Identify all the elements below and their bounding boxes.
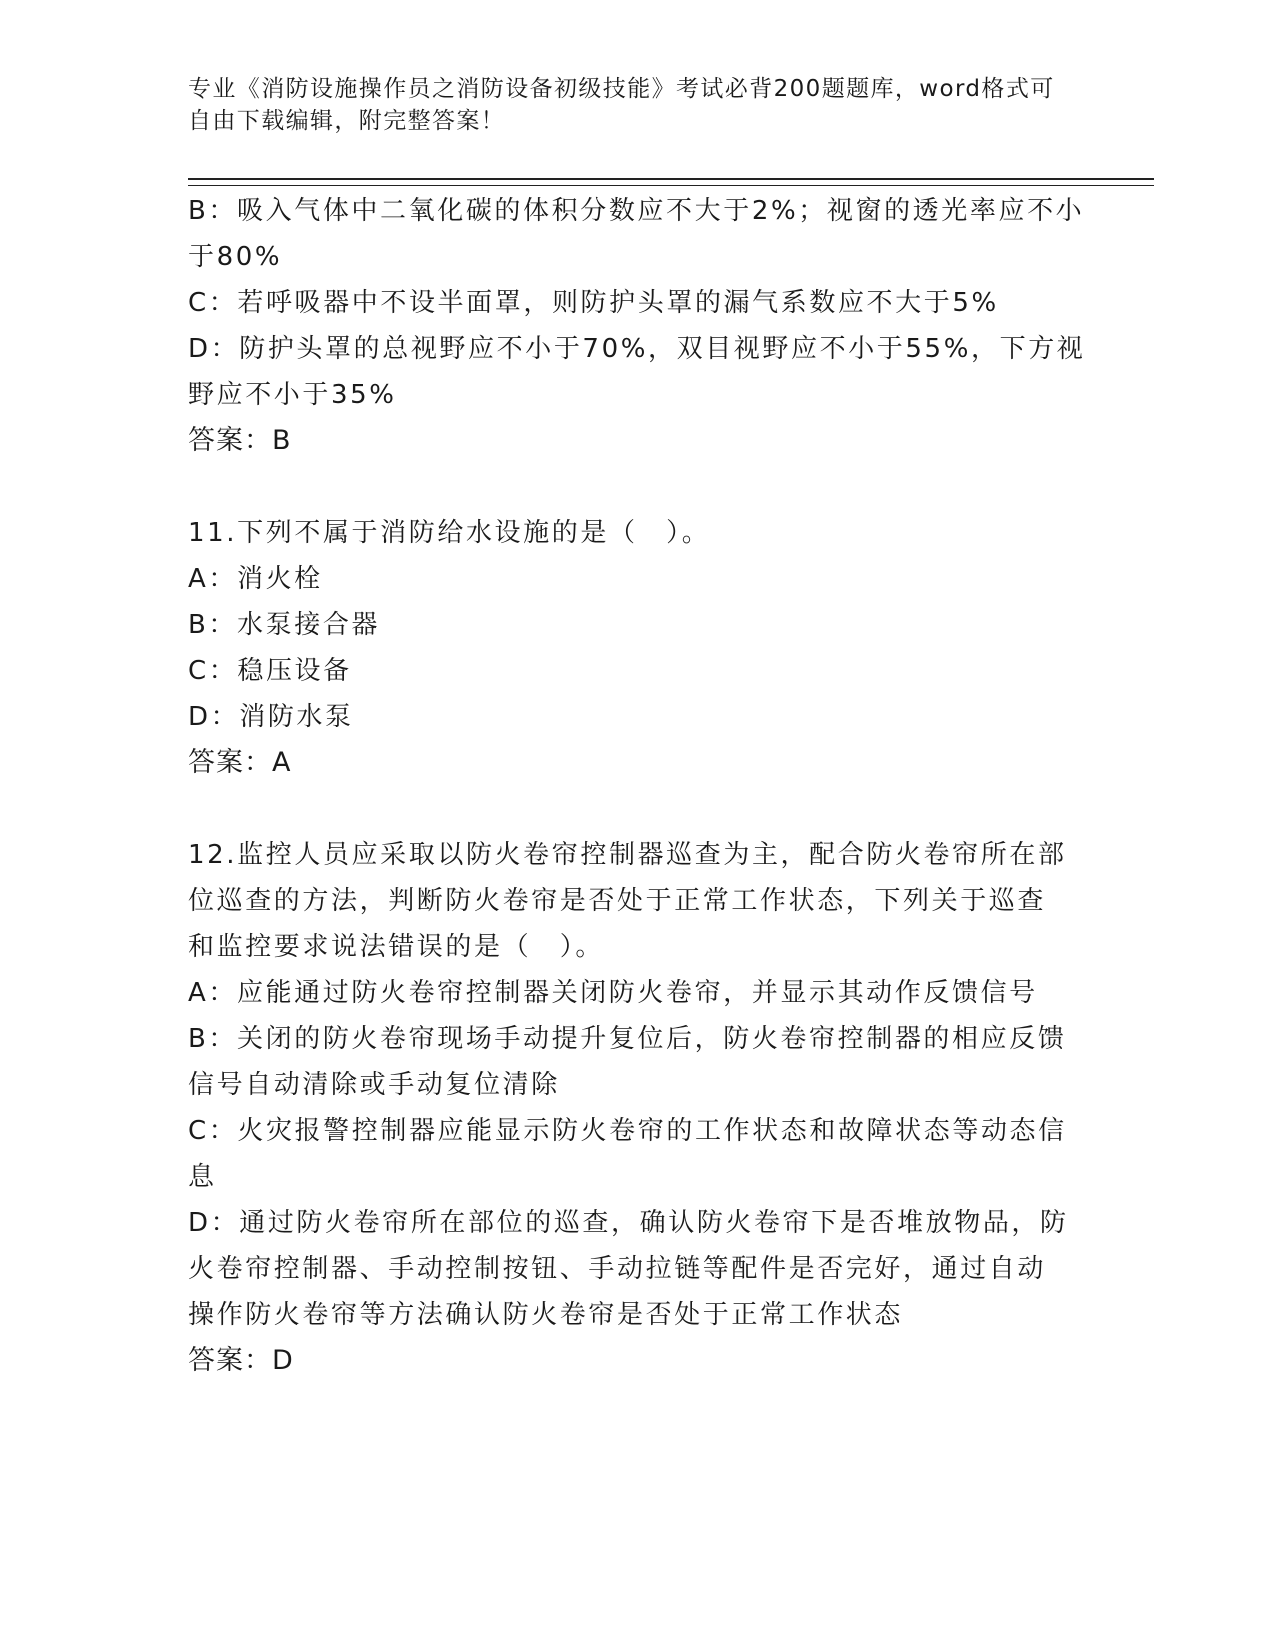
q11-answer: 答案：A — [188, 747, 292, 778]
header-divider — [188, 178, 1154, 186]
q12-answer: 答案：D — [188, 1345, 294, 1376]
question-content — [188, 188, 1088, 1384]
q10-option-b-line-1: B：吸入气体中二氧化碳的体积分数应不大于2%；视窗的透光率应不小 — [188, 196, 1085, 226]
q11-option-c: C：稳压设备 — [188, 656, 352, 686]
q11-option-b: B：水泵接合器 — [188, 610, 381, 640]
q12-option-c-line-2: 息 — [188, 1162, 217, 1192]
spacer — [188, 464, 1088, 510]
q12-option-c-line-1: C：火灾报警控制器应能显示防火卷帘的工作状态和故障状态等动态信 — [188, 1116, 1067, 1146]
header-line-2: 自由下载编辑，附完整答案！ — [188, 108, 506, 134]
q12-stem-line-3: 和监控要求说法错误的是（ ）。 — [188, 932, 605, 962]
q12-stem-line-2: 位巡查的方法，判断防火卷帘是否处于正常工作状态，下列关于巡查 — [188, 886, 1047, 916]
header-line-1: 专业《消防设施操作员之消防设备初级技能》考试必背200题题库，word格式可 — [188, 76, 1055, 102]
q10-answer: 答案：B — [188, 425, 292, 456]
page-header — [188, 73, 1088, 137]
q12-option-d-line-2: 火卷帘控制器、手动控制按钮、手动拉链等配件是否完好，通过自动 — [188, 1254, 1047, 1284]
q11-option-a: A：消火栓 — [188, 564, 323, 594]
q10-option-b-line-2: 于80% — [188, 242, 283, 272]
q10-option-c: C：若呼吸器中不设半面罩，则防护头罩的漏气系数应不大于5% — [188, 288, 999, 318]
spacer — [188, 786, 1088, 832]
question-11 — [188, 510, 1088, 786]
q12-stem-line-1: 12.监控人员应采取以防火卷帘控制器巡查为主，配合防火卷帘所在部 — [188, 840, 1067, 870]
q10-option-d-line-2: 野应不小于35% — [188, 380, 397, 410]
q11-stem: 11.下列不属于消防给水设施的是（ ）。 — [188, 518, 711, 548]
q12-option-b-line-2: 信号自动清除或手动复位清除 — [188, 1070, 560, 1100]
question-10-tail — [188, 188, 1088, 464]
question-12 — [188, 832, 1088, 1384]
q12-option-b-line-1: B：关闭的防火卷帘现场手动提升复位后，防火卷帘控制器的相应反馈 — [188, 1024, 1067, 1054]
q12-option-d-line-3: 操作防火卷帘等方法确认防火卷帘是否处于正常工作状态 — [188, 1300, 904, 1330]
q12-option-d-line-1: D：通过防火卷帘所在部位的巡查，确认防火卷帘下是否堆放物品，防 — [188, 1208, 1069, 1238]
q10-option-d-line-1: D：防护头罩的总视野应不小于70%，双目视野应不小于55%，下方视 — [188, 334, 1086, 364]
q11-option-d: D：消防水泵 — [188, 702, 354, 732]
q12-option-a: A：应能通过防火卷帘控制器关闭防火卷帘，并显示其动作反馈信号 — [188, 978, 1038, 1008]
